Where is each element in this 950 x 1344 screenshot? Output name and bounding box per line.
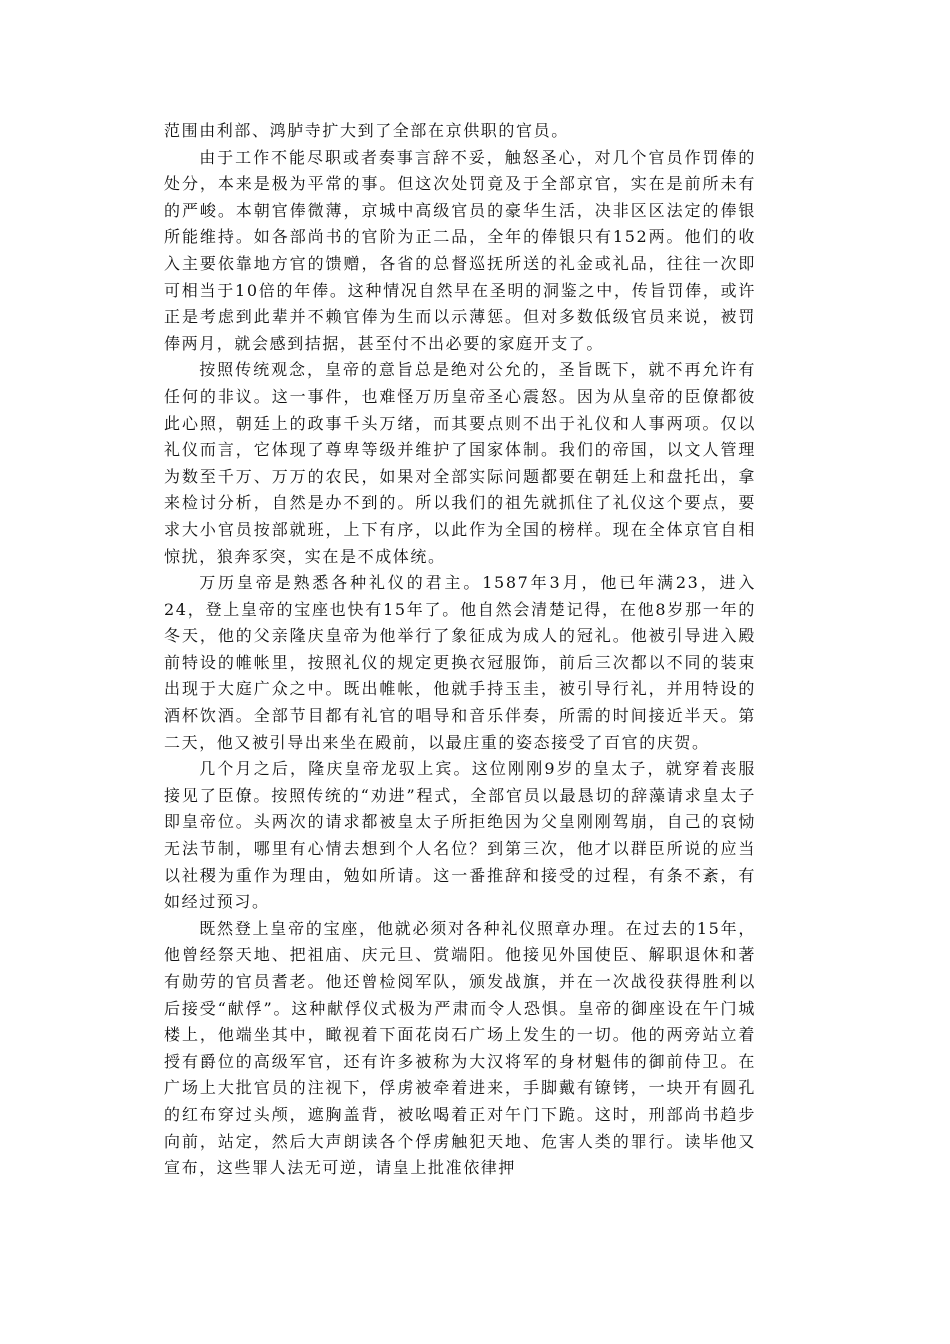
document-page bbox=[164, 118, 756, 1182]
paragraph-3: 按照传统观念，皇帝的意旨总是绝对公允的，圣旨既下，就不再允许有任何的非议。这一事件，也难怪万历皇帝圣心震怒。因为从皇帝的臣僚都彼此心照，朝廷上的政事千头万绪，而其要点则不出于礼仪和人事两项。仅以礼仪而言，它体现了尊卑等级并维护了国家体制。我们的帝国，以文人管理为数至千万、万万的农民，如果对全部实际问题都要在朝廷上和盘托出，拿来检讨分析，自然是办不到的。所以我们的祖先就抓住了礼仪这个要点，要求大小官员按部就班，上下有序，以此作为全国的榜样。现在全体京官自相惊扰，狼奔豕突，实在是不成体统。 bbox=[164, 360, 756, 566]
paragraph-5: 几个月之后，隆庆皇帝龙驭上宾。这位刚刚9岁的皇太子，就穿着丧服接见了臣僚。按照传统的“劝进”程式，全部官员以最恳切的辞藻请求皇太子即皇帝位。头两次的请求都被皇太子所拒绝因为父皇刚刚驾崩，自己的哀恸无法节制，哪里有心情去想到个人名位？到第三次，他才以群臣所说的应当以社稷为重作为理由，勉如所请。这一番推辞和接受的过程，有条不紊，有如经过预习。 bbox=[164, 759, 756, 912]
paragraph-6: 既然登上皇帝的宝座，他就必须对各种礼仪照章办理。在过去的15年，他曾经祭天地、把祖庙、庆元旦、赏端阳。他接见外国使臣、解职退休和著有勋劳的官员耆老。他还曾检阅军队，颁发战旗，并在一次战役获得胜利以后接受“献俘”。这种献俘仪式极为严肃而令人恐惧。皇帝的御座设在午门城楼上，他端坐其中，瞰视着下面花岗石广场上发生的一切。他的两旁站立着授有爵位的高级军官，还有许多被称为大汉将军的身材魁伟的御前侍卫。在广场上大批官员的注视下，俘虏被牵着进来，手脚戴有镣铐，一块开有圆孔的红布穿过头颅，遮胸盖背，被吆喝着正对午门下跪。这时，刑部尚书趋步向前，站定，然后大声朗读各个俘虏触犯天地、危害人类的罪行。读毕他又宣布，这些罪人法无可逆，请皇上批准依律押 bbox=[164, 918, 756, 1178]
paragraph-2: 由于工作不能尽职或者奏事言辞不妥，触怒圣心，对几个官员作罚俸的处分，本来是极为平常的事。但这次处罚竟及于全部京官，实在是前所未有的严峻。本朝官俸微薄，京城中高级官员的豪华生活，决非区区法定的俸银所能维持。如各部尚书的官阶为正二品，全年的俸银只有152两。他们的收入主要依靠地方官的馈赠，各省的总督巡抚所送的礼金或礼品，往往一次即可相当于10倍的年俸。这种情况自然早在圣明的洞鉴之中，传旨罚俸，或许正是考虑到此辈并不赖官俸为生而以示薄惩。但对多数低级官员来说，被罚俸两月，就会感到拮据，甚至付不出必要的家庭开支了。 bbox=[164, 147, 756, 353]
paragraph-4: 万历皇帝是熟悉各种礼仪的君主。1587年3月，他已年满23，进入24，登上皇帝的宝座也快有15年了。他自然会清楚记得，在他8岁那一年的冬天，他的父亲隆庆皇帝为他举行了象征成为成人的冠礼。他被引导进入殿前特设的帷帐里，按照礼仪的规定更换衣冠服饰，前后三次都以不同的装束出现于大庭广众之中。既出帷帐，他就手持玉圭，被引导行礼，并用特设的酒杯饮酒。全部节目都有礼官的唱导和音乐伴奏，所需的时间接近半天。第二天，他又被引导出来坐在殿前，以最庄重的姿态接受了百官的庆贺。 bbox=[164, 573, 756, 752]
paragraph-1: 范围由利部、鸿胪寺扩大到了全部在京供职的官员。 bbox=[164, 121, 569, 140]
